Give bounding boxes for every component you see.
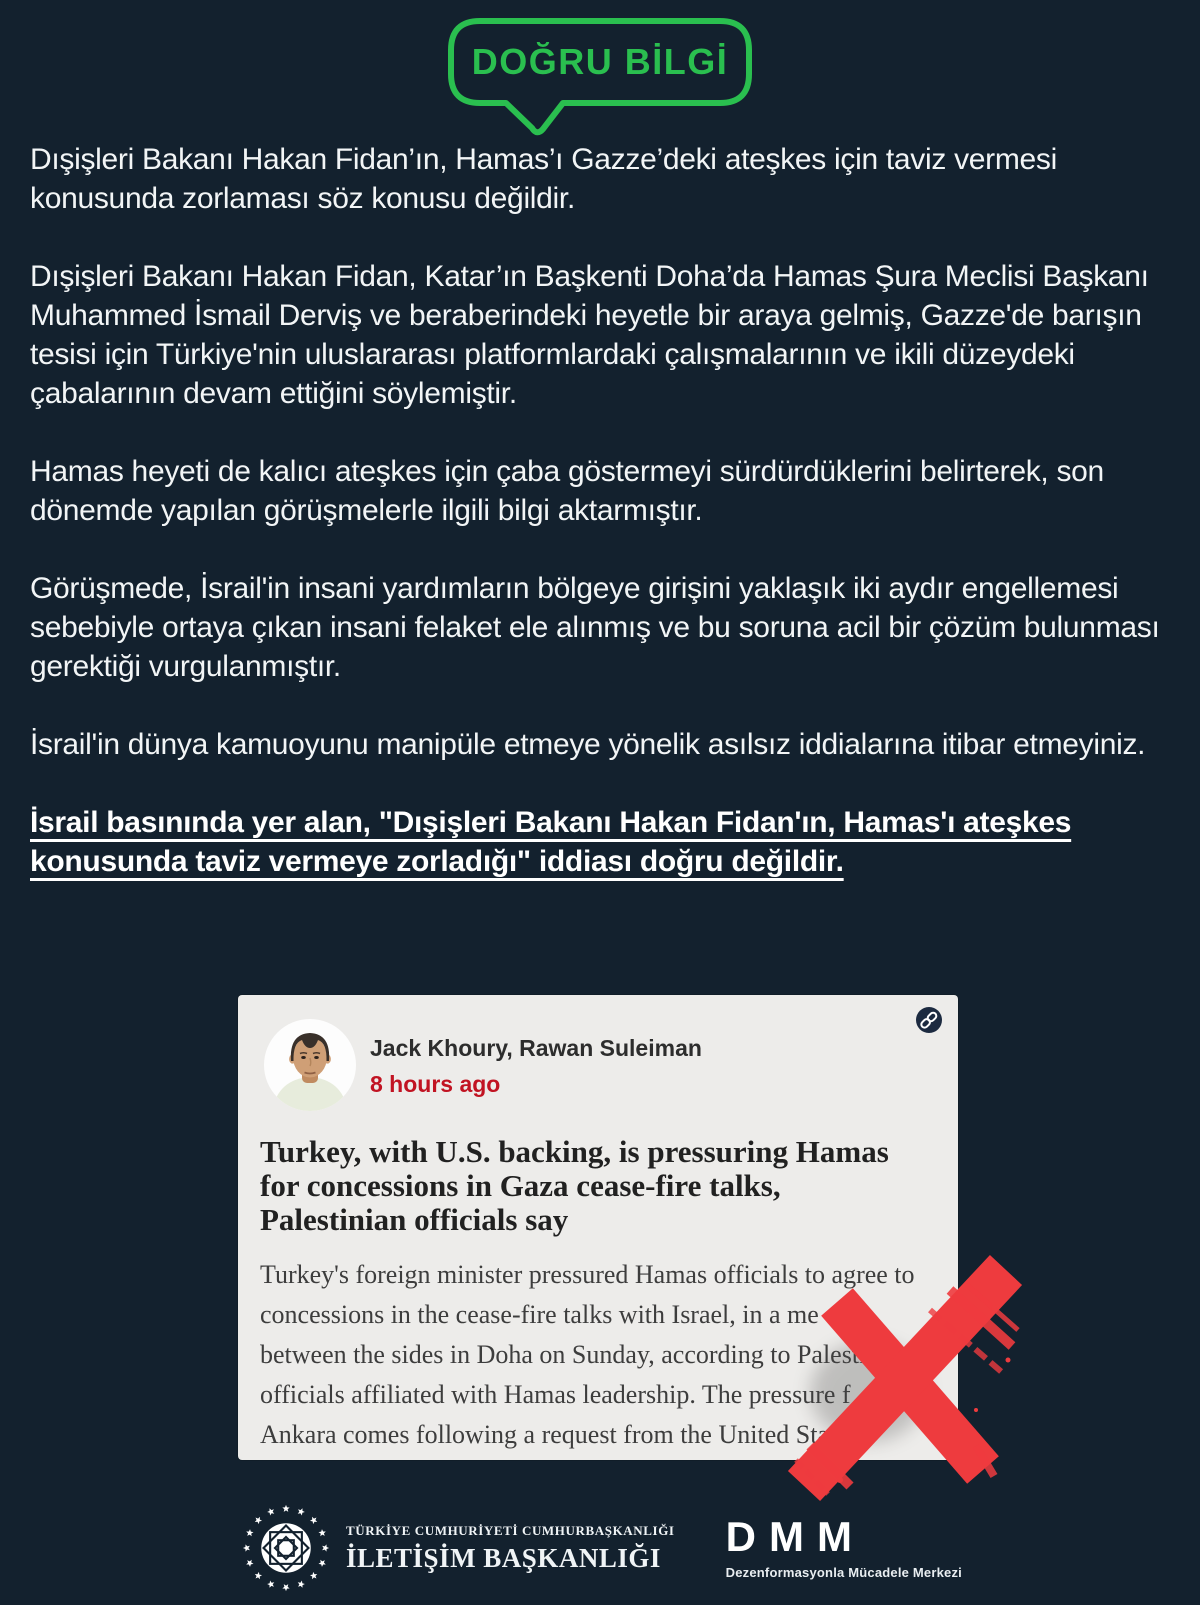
debunked-claim-text: İsrail basınında yer alan, "Dışişleri Bakanı Hakan Fidan'ın, Hamas'ı ateşkes konusunda taviz vermeye zorladığı" iddiası doğru değildir. [30,806,1072,878]
headline-line: Palestinian officials say [260,1202,569,1237]
article-byline [370,1035,702,1098]
dmm-subtitle: Dezenformasyonla Mücadele Merkezi [725,1565,962,1580]
body-paragraph: Görüşmede, İsrail'in insani yardımların bölgeye girişini yaklaşık iki aydır engellemesi sebebiyle ortaya çıkan insani felaket ele alınmış ve bu soruna acil bir çözüm bulunması gerektiği vurgulanmıştır. [30,572,1160,683]
gov-logo-text [346,1523,675,1574]
gov-logo-line2: İLETİŞİM BAŞKANLIĞI [346,1542,661,1573]
headline-line: for concessions in Gaza cease-fire talks, [260,1168,781,1203]
paragraph-list [30,140,1170,764]
article-body-line: Turkey's foreign minister pressured Hamas officials to agree to [260,1260,915,1289]
article-timestamp: 8 hours ago [370,1071,501,1097]
news-article-card [238,995,958,1460]
body-paragraph: Dışişleri Bakanı Hakan Fidan, Katar’ın Başkenti Doha’da Hamas Şura Meclisi Başkanı Muhammed İsmail Derviş ve beraberindeki heyetle bir araya gelmiş, Gazze'de barışın tesisi için Türkiye'nin uluslararası platformlardaki çalışmalarının ve ikili düzeydeki çabalarının devam ettiğini söylemiştir. [30,260,1149,410]
article-body [260,1255,940,1455]
article-body-line: concessions in the cease-fire talks with Israel, in a me [260,1300,819,1329]
body-paragraph: Hamas heyeti de kalıcı ateşkes için çaba göstermeyi sürdürdüklerini belirterek, son dönemde yapılan görüşmelerle ilgili bilgi aktarmıştır. [30,455,1104,527]
gov-logo-line1: TÜRKİYE CUMHURİYETİ CUMHURBAŞKANLIĞI [346,1522,675,1538]
author-names: Jack Khoury, Rawan Suleiman [370,1035,702,1061]
article-body-line: officials affiliated with Hamas leadership. The pressure f [260,1380,851,1409]
presidential-seal-icon [242,1504,330,1592]
article-body-line: between the sides in Doha on Sunday, according to Palesti [260,1340,867,1369]
dogru-bilgi-badge [444,14,756,140]
author-avatar [264,1019,356,1111]
badge-label: DOĞRU BİLGİ [471,41,729,82]
dmm-acronym: DMM [725,1513,865,1560]
headline-line: Turkey, with U.S. backing, is pressuring Hamas [260,1134,889,1169]
link-icon[interactable] [916,1007,942,1033]
article-headline [260,1135,920,1237]
body-paragraph: Dışişleri Bakanı Hakan Fidan’ın, Hamas’ı Gazze’deki ateşkes için taviz vermesi konusunda zorlaması söz konusu değildir. [30,143,1057,215]
footer [242,1504,962,1592]
statement-text [0,140,1200,928]
body-paragraph: İsrail'in dünya kamuoyunu manipüle etmeye yönelik asılsız iddialarına itibar etmeyiniz. [30,728,1146,761]
article-body-line: Ankara comes following a request from the United Sta [260,1420,829,1449]
iletisim-baskanligi-logo [242,1504,675,1592]
dmm-logo [725,1513,962,1580]
